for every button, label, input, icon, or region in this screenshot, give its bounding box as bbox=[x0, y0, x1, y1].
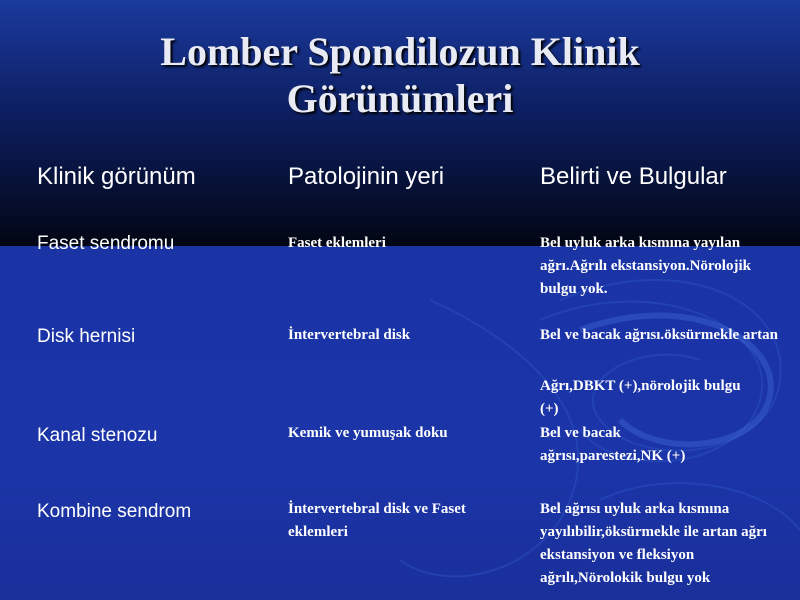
row-3-location: Kemik ve yumuşak doku bbox=[288, 425, 448, 441]
column-header-clinical: Klinik görünüm bbox=[37, 163, 196, 190]
row-1-name: Faset sendromu bbox=[37, 233, 175, 254]
row-4-findings: Bel ağrısı uyluk arka kısmına yayılıbilir,öksürmekle ile artan ağrı ekstansiyon ve fleksiyon ağrılı,Nörolokik bulgu yok bbox=[540, 501, 767, 586]
row-3-findings: Bel ve bacak ağrısı,parestezi,NK (+) bbox=[540, 425, 686, 464]
row-3-name: Kanal stenozu bbox=[37, 425, 158, 446]
slide-title bbox=[0, 28, 800, 122]
column-header-location: Patolojinin yeri bbox=[288, 163, 445, 190]
row-4-name: Kombine sendrom bbox=[37, 501, 192, 522]
row-2-findings-extra: Ağrı,DBKT (+),nörolojik bulgu (+) bbox=[540, 378, 741, 417]
row-4-location: İntervertebral disk ve Faset eklemleri bbox=[288, 501, 466, 540]
row-2-name: Disk hernisi bbox=[37, 326, 136, 347]
row-1-findings: Bel uyluk arka kısmına yayılan ağrı.Ağrılı ekstansiyon.Nörolojik bulgu yok. bbox=[540, 235, 751, 297]
row-2-findings: Bel ve bacak ağrısı.öksürmekle artan bbox=[540, 327, 778, 343]
row-2-location: İntervertebral disk bbox=[288, 327, 411, 343]
slide-title-line-1: Lomber Spondilozun Klinik bbox=[160, 29, 640, 74]
column-header-findings: Belirti ve Bulgular bbox=[540, 163, 727, 190]
row-1-location: Faset eklemleri bbox=[288, 235, 386, 251]
slide-title-line-2: Görünümleri bbox=[286, 76, 514, 121]
